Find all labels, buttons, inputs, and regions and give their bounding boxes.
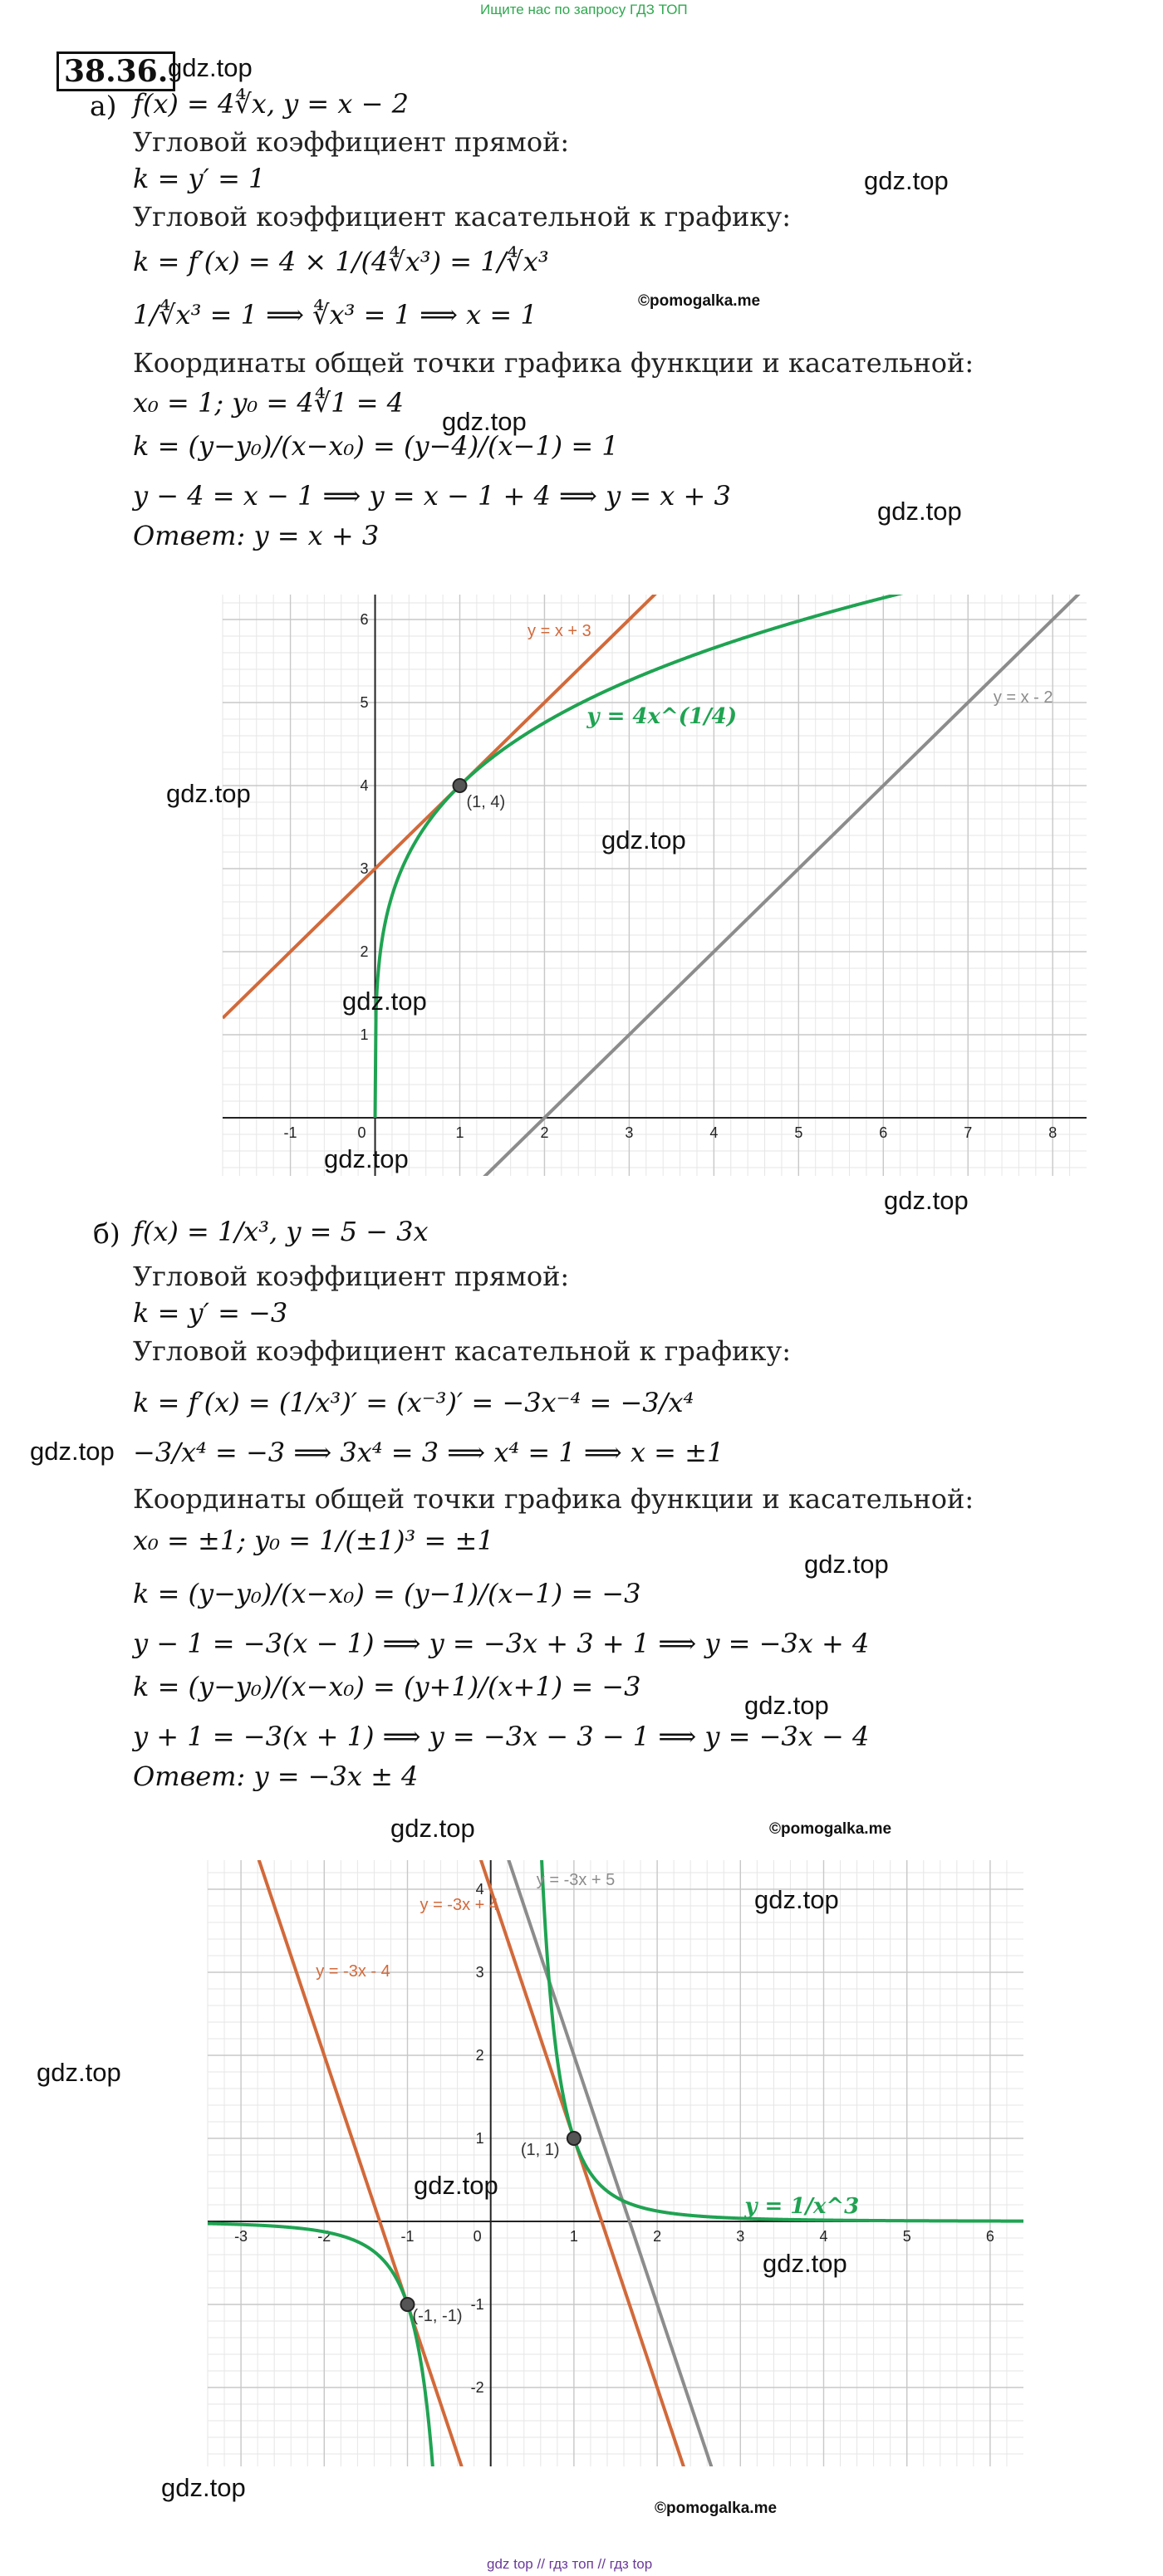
y-tick-label: 3	[360, 860, 369, 877]
part-b-line-2: k = y′ = −3	[133, 1297, 288, 1329]
bottom-banner[interactable]: gdz top // гдз топ // гдз top	[487, 2556, 653, 2572]
series-label: y = -3x + 4	[420, 1896, 499, 1914]
x-tick-label: -3	[234, 2228, 248, 2245]
series-label: y = -3x + 5	[536, 1871, 616, 1889]
part-b-line-8: k = (y−y₀)/(x−x₀) = (y−1)/(x−1) = −3	[133, 1578, 641, 1609]
part-b-line-0: f(x) = 1/x³, y = 5 − 3x	[133, 1216, 429, 1247]
x-tick-label: 8	[1048, 1124, 1057, 1141]
x-tick-label: 3	[736, 2228, 745, 2245]
part-a-line-0: f(x) = 4∜x, y = x − 2	[133, 88, 409, 120]
series-line	[208, 959, 1023, 2576]
series-label: y = x + 3	[528, 622, 591, 640]
y-tick-label: -2	[470, 2379, 484, 2396]
series-line	[208, 1042, 1023, 2576]
x-tick-label: 6	[985, 2228, 994, 2245]
watermark-gdz: gdz.top	[30, 1437, 115, 1466]
y-tick-label: 4	[475, 1881, 484, 1898]
part-a-line-2: k = y′ = 1	[133, 163, 266, 194]
y-tick-label: 2	[475, 2047, 484, 2064]
part-a-line-9: y − 4 = x − 1 ⟹ y = x − 1 + 4 ⟹ y = x + 3	[133, 480, 731, 512]
x-tick-label: 4	[709, 1124, 719, 1141]
x-tick-label: 1	[455, 1124, 464, 1141]
x-tick-label: 2	[540, 1124, 549, 1141]
watermark-gdz: gdz.top	[877, 497, 962, 526]
part-b-line-6: Координаты общей точки графика функции и касательной:	[133, 1483, 974, 1515]
point-label: (1, 1)	[520, 2141, 560, 2159]
x-tick-label: 6	[879, 1124, 888, 1141]
part-a-line-6: Координаты общей точки графика функции и касательной:	[133, 347, 974, 379]
problem-number: 38.36.	[56, 51, 175, 91]
y-tick-label: 2	[360, 943, 369, 960]
problem-site: gdz.top	[168, 53, 253, 82]
part-a-line-4: k = f′(x) = 4 × 1/(4∜x³) = 1/∜x³	[133, 246, 549, 277]
part-a-line-5: 1/∜x³ = 1 ⟹ ∜x³ = 1 ⟹ x = 1	[133, 299, 537, 331]
x-tick-label: 7	[964, 1124, 973, 1141]
series-label: y = 1/x^3	[744, 2194, 860, 2219]
watermark-gdz: gdz.top	[804, 1550, 889, 1579]
watermark-gdz: gdz.top	[884, 1186, 969, 1215]
series-label: y = -3x - 4	[316, 1962, 390, 1981]
major-grid	[208, 1860, 1023, 2466]
watermark-gdz: gdz.top	[864, 166, 949, 195]
y-tick-label: -1	[470, 2296, 484, 2313]
watermark-gdz: gdz.top	[744, 1691, 829, 1720]
part-b-label: б)	[93, 1217, 120, 1250]
part-b-answer: Ответ: y = −3x ± 4	[133, 1761, 419, 1792]
x-tick-label: 0	[473, 2228, 482, 2245]
tangent-point	[567, 2132, 581, 2145]
watermark-gdz: gdz.top	[442, 407, 527, 436]
part-b-line-1: Угловой коэффициент прямой:	[133, 1261, 570, 1292]
watermark-gdz: gdz.top	[754, 1885, 839, 1914]
minor-grid	[208, 1860, 1023, 2466]
x-tick-label: 5	[794, 1124, 803, 1141]
y-tick-label: 1	[360, 1026, 369, 1043]
series-label: y = x - 2	[993, 688, 1053, 707]
watermark-gdz: gdz.top	[324, 1144, 409, 1173]
y-tick-label: 6	[360, 611, 369, 628]
point-label: (-1, -1)	[412, 2307, 463, 2325]
y-tick-label: 1	[475, 2130, 484, 2147]
watermark-pomogalka: ©pomogalka.me	[638, 292, 761, 310]
series-label: y = 4x^(1/4)	[586, 704, 738, 729]
part-b-line-9: y − 1 = −3(x − 1) ⟹ y = −3x + 3 + 1 ⟹ y = −3x + 4	[133, 1628, 870, 1659]
watermark-gdz: gdz.top	[763, 2249, 847, 2278]
part-a-line-1: Угловой коэффициент прямой:	[133, 126, 570, 158]
watermark-gdz: gdz.top	[342, 987, 427, 1016]
part-a-line-8: k = (y−y₀)/(x−x₀) = (y−4)/(x−1) = 1	[133, 430, 619, 462]
series-line	[208, 1707, 1023, 2576]
watermark-gdz: gdz.top	[161, 2473, 246, 2502]
series-line	[208, 1694, 1023, 2576]
series-group	[208, 959, 1023, 2576]
part-b-line-3: Угловой коэффициент касательной к графику:	[133, 1335, 791, 1367]
part-a-label: а)	[90, 90, 117, 122]
x-tick-label: 3	[625, 1124, 634, 1141]
x-tick-label: -2	[317, 2228, 331, 2245]
x-tick-label: -1	[400, 2228, 415, 2245]
y-tick-label: 4	[360, 777, 369, 794]
x-tick-label: 2	[653, 2228, 662, 2245]
x-tick-label: 0	[357, 1124, 366, 1141]
chart-plot	[208, 959, 1023, 2576]
watermark-gdz: gdz.top	[390, 1814, 475, 1843]
watermark-gdz: gdz.top	[37, 2058, 121, 2087]
watermark-gdz: gdz.top	[414, 2171, 498, 2200]
x-tick-label: 4	[819, 2228, 828, 2245]
part-b-line-11: y + 1 = −3(x + 1) ⟹ y = −3x − 3 − 1 ⟹ y = −3x − 4	[133, 1721, 870, 1752]
watermark-gdz: gdz.top	[601, 825, 686, 855]
y-tick-label: 5	[360, 694, 369, 711]
point-label: (1, 4)	[466, 793, 506, 811]
part-b-line-7: x₀ = ±1; y₀ = 1/(±1)³ = ±1	[133, 1525, 494, 1556]
x-tick-label: 1	[569, 2228, 578, 2245]
part-a-line-7: x₀ = 1; y₀ = 4∜1 = 4	[133, 387, 405, 419]
part-b-line-5: −3/x⁴ = −3 ⟹ 3x⁴ = 3 ⟹ x⁴ = 1 ⟹ x = ±1	[133, 1437, 724, 1468]
x-tick-label: 5	[902, 2228, 911, 2245]
part-b-line-4: k = f′(x) = (1/x³)′ = (x⁻³)′ = −3x⁻⁴ = −3/x⁴	[133, 1387, 694, 1418]
watermark-gdz: gdz.top	[166, 779, 251, 808]
top-banner[interactable]: Ищите нас по запросу ГДЗ ТОП	[480, 2, 688, 17]
part-b-line-10: k = (y−y₀)/(x−x₀) = (y+1)/(x+1) = −3	[133, 1671, 641, 1702]
x-tick-label: -1	[283, 1124, 297, 1141]
watermark-pomogalka: ©pomogalka.me	[769, 1820, 892, 1838]
part-a-answer: Ответ: y = x + 3	[133, 520, 380, 551]
part-a-line-3: Угловой коэффициент касательной к графику:	[133, 201, 791, 233]
watermark-pomogalka: ©pomogalka.me	[655, 2500, 778, 2517]
y-tick-label: 3	[475, 1964, 484, 1981]
